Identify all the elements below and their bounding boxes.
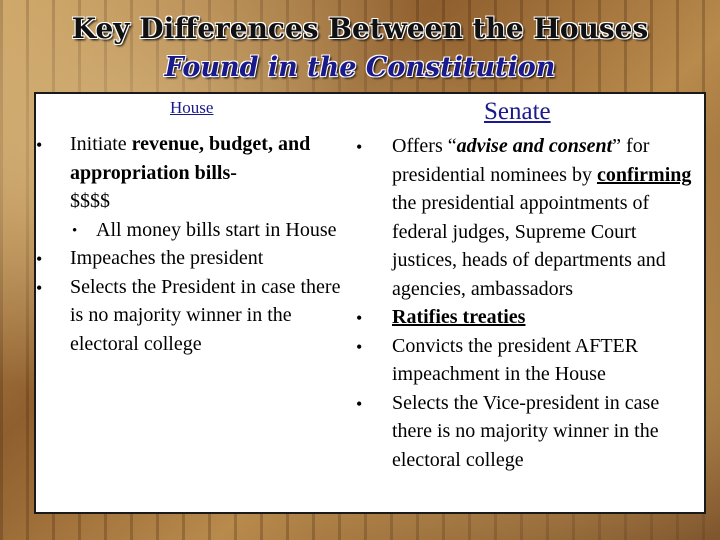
house-item-revenue: • Initiate revenue, budget, and appropriation bills- $$$$ — [36, 133, 311, 212]
bullet-icon: • — [356, 393, 363, 414]
advise-consent-phrase: advise and consent — [456, 135, 613, 157]
house-subitem-money-bills: • All money bills start in House — [36, 216, 356, 245]
bullet-icon: • — [72, 222, 78, 239]
senate-list — [356, 132, 696, 474]
bullet-icon: • — [36, 277, 43, 298]
revenue-bills: revenue, budget, and appropriation bills- — [70, 133, 311, 184]
house-item-selects-president: • Selects the President in case there is no majority winner in the electoral college — [36, 275, 341, 355]
senate-item-selects-vp: • Selects the Vice-president in case there is no majority winner in the electoral college — [356, 391, 660, 471]
senate-item-treaties: • Ratifies treaties — [356, 303, 696, 332]
bullet-icon: • — [36, 135, 43, 155]
house-list — [36, 130, 356, 358]
money-symbols: $$$$ — [70, 190, 110, 212]
house-item-impeach: • Impeaches the president — [36, 244, 356, 273]
slide-subtitle: Found in the Constitution — [164, 52, 556, 83]
content-panel — [34, 92, 706, 514]
senate-item-convicts: • Convicts the president AFTER impeachment in the House — [356, 334, 639, 385]
bullet-icon: • — [356, 308, 363, 328]
bullet-icon: • — [36, 249, 43, 269]
senate-heading: Senate — [484, 98, 551, 125]
slide-title: Key Differences Between the Houses — [71, 12, 649, 45]
bullet-icon: • — [356, 336, 363, 357]
senate-item-advise-consent: • Offers “advise and consent” for presidential nominees by confirming the presidential appointments of federal judges, Supreme Court justices, heads of departments and agencies, ambassadors — [356, 135, 692, 300]
bullet-icon: • — [356, 137, 363, 157]
house-heading: House — [170, 98, 214, 117]
confirming-word: confirming — [596, 163, 692, 186]
